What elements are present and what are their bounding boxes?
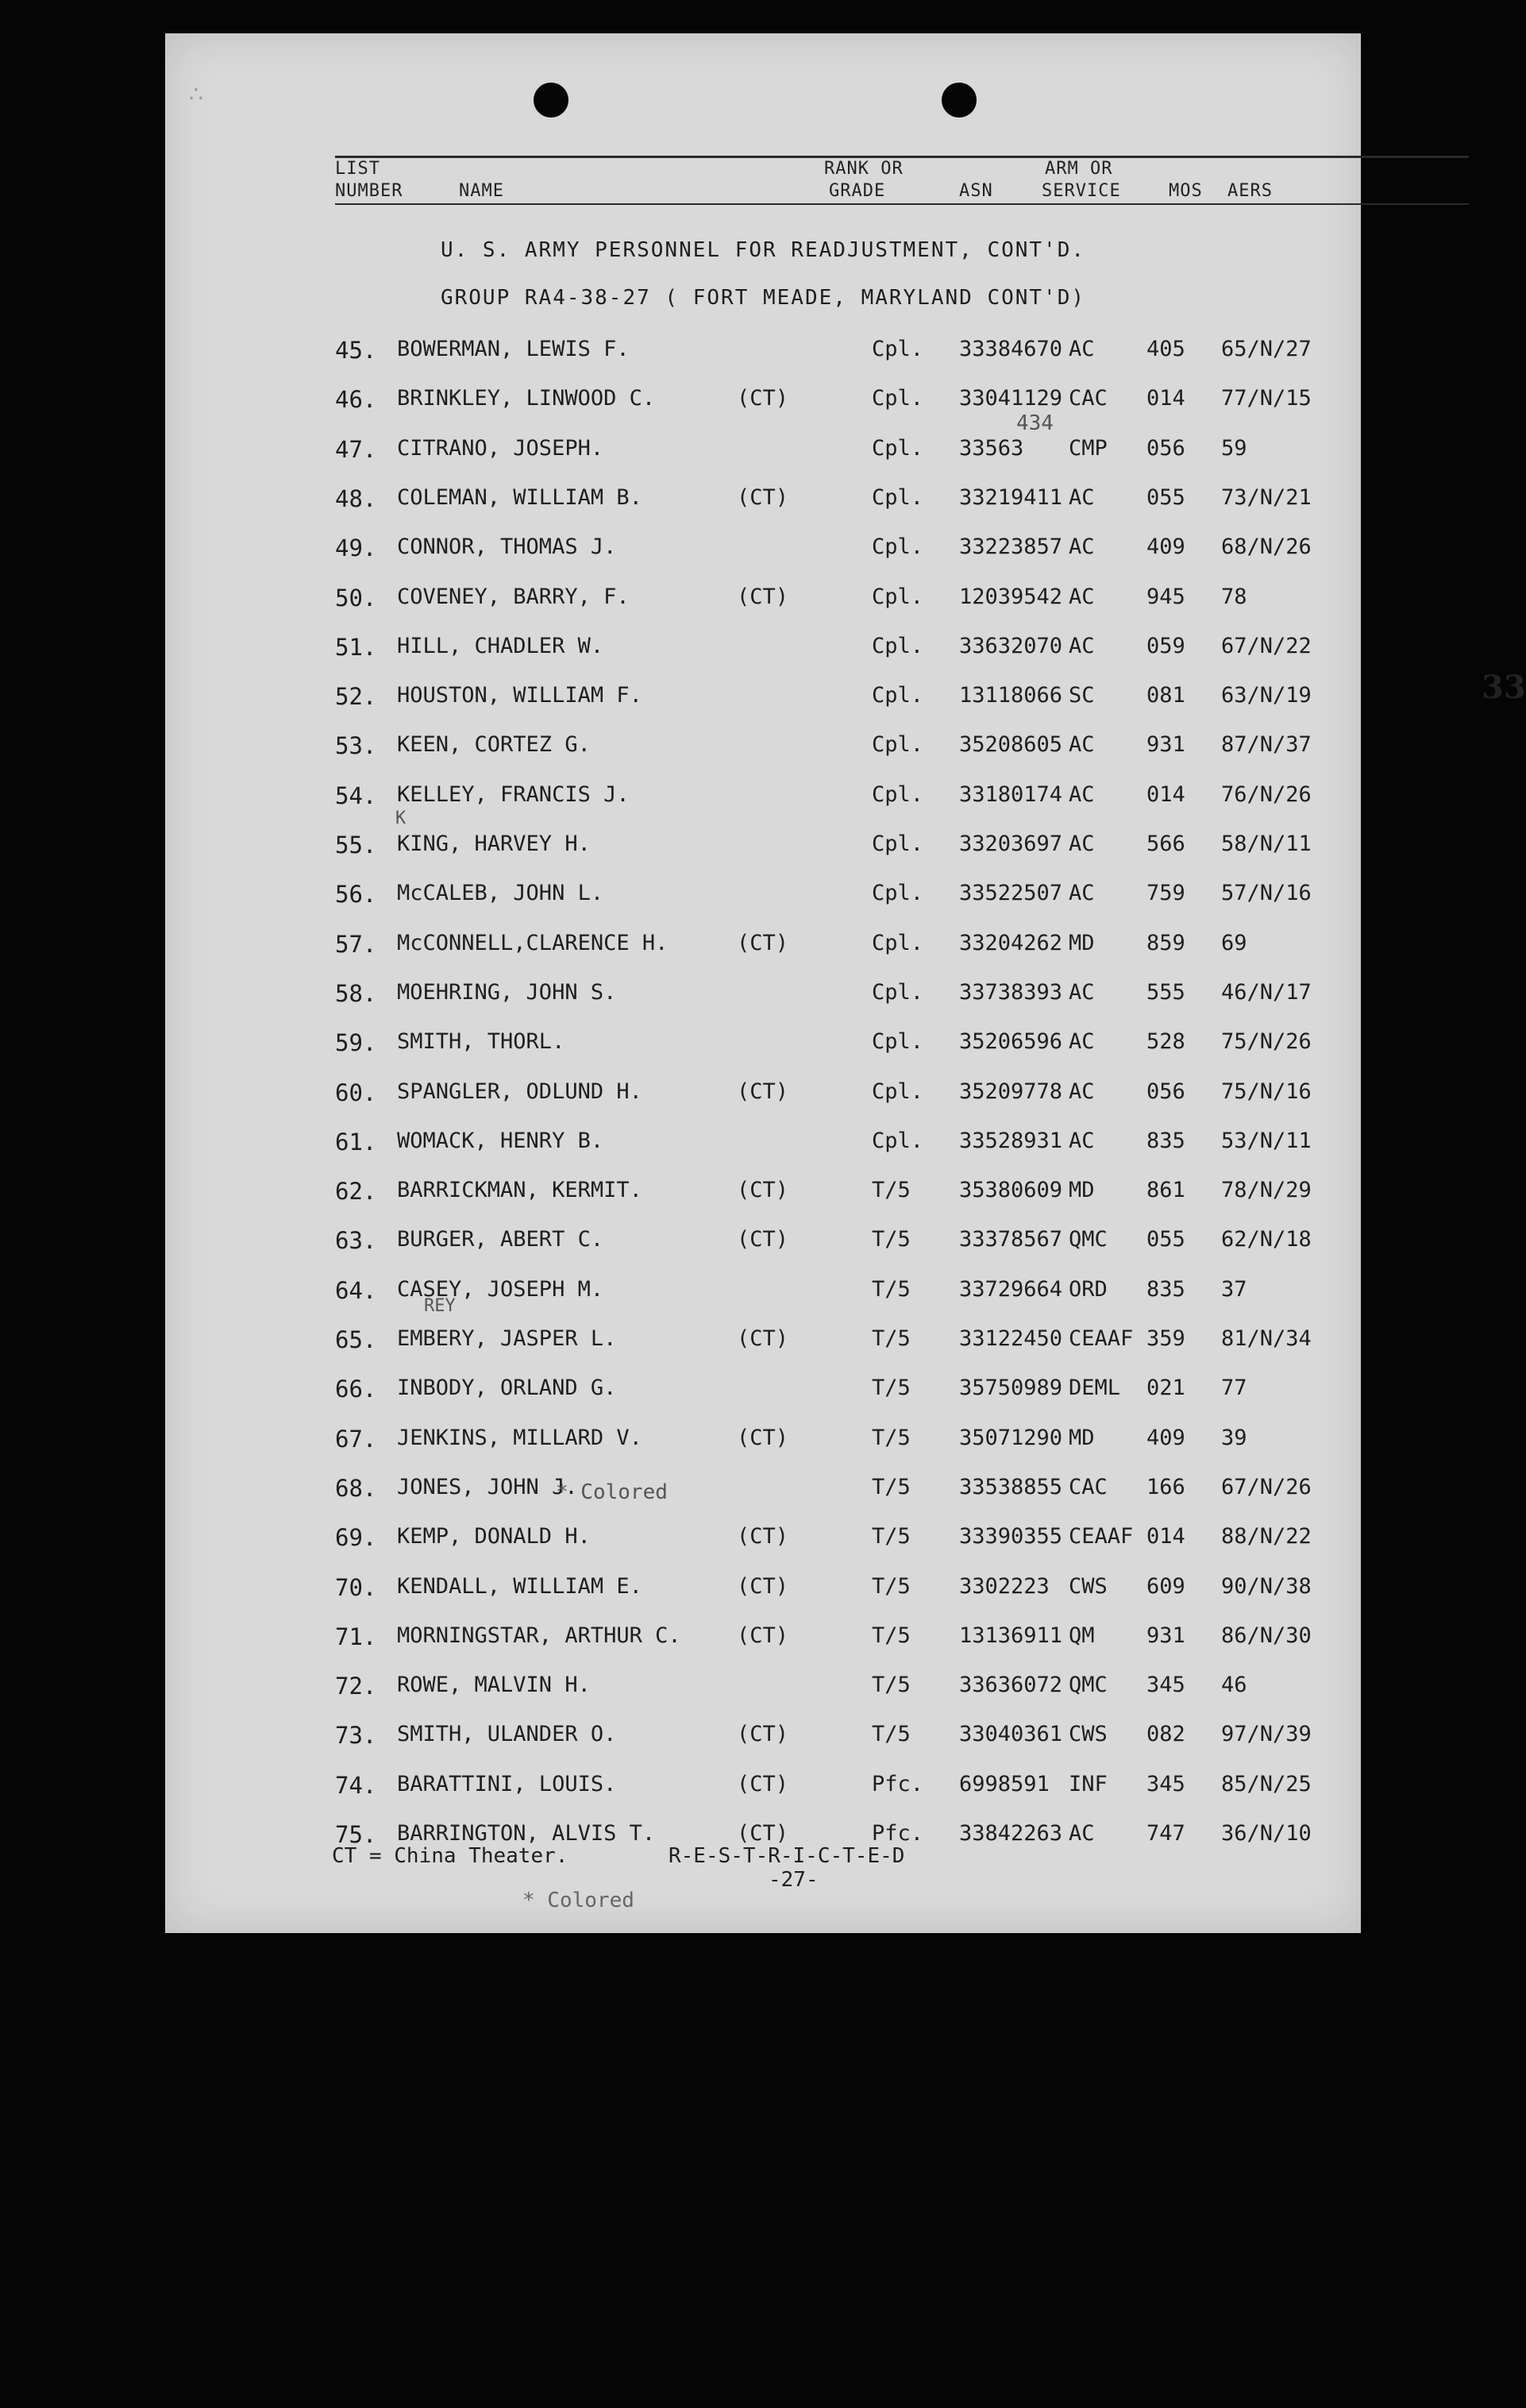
table-row bbox=[165, 782, 1361, 814]
legend-china-theater: CT = China Theater. bbox=[332, 1844, 568, 1868]
cell-name: KEEN, CORTEZ G. bbox=[397, 732, 591, 757]
cell-name: SPANGLER, ODLUND H. bbox=[397, 1079, 642, 1104]
cell-no: 73. bbox=[335, 1722, 377, 1749]
cell-no: 61. bbox=[335, 1129, 377, 1156]
cell-aers: 53/N/11 bbox=[1221, 1129, 1312, 1153]
cell-mos: 861 bbox=[1146, 1178, 1185, 1202]
cell-mos: 759 bbox=[1146, 881, 1185, 905]
cell-no: 68. bbox=[335, 1475, 377, 1502]
header-rank: RANK OR bbox=[824, 159, 904, 179]
cell-no: 46. bbox=[335, 386, 377, 413]
table-row bbox=[165, 1475, 1361, 1507]
cell-asn: 35208605 bbox=[959, 732, 1063, 757]
header-name: NAME bbox=[459, 181, 504, 201]
cell-arm: AC bbox=[1069, 1029, 1095, 1054]
cell-arm: AC bbox=[1069, 782, 1095, 807]
cell-mos: 835 bbox=[1146, 1129, 1185, 1153]
cell-grade: Cpl. bbox=[872, 832, 924, 856]
cell-asn: 33842263 bbox=[959, 1821, 1063, 1846]
colored-footnote: * Colored bbox=[522, 1889, 634, 1912]
cell-aers: 90/N/38 bbox=[1221, 1574, 1312, 1599]
table-row bbox=[165, 1574, 1361, 1606]
cell-grade: Cpl. bbox=[872, 634, 924, 658]
cell-asn: 35071290 bbox=[959, 1426, 1063, 1450]
cell-mos: 609 bbox=[1146, 1574, 1185, 1599]
cell-mos: 931 bbox=[1146, 732, 1185, 757]
cell-name: MORNINGSTAR, ARTHUR C. bbox=[397, 1623, 681, 1648]
cell-grade: T/5 bbox=[872, 1326, 911, 1351]
cell-name: JENKINS, MILLARD V. bbox=[397, 1426, 642, 1450]
table-row bbox=[165, 683, 1361, 715]
cell-mos: 056 bbox=[1146, 436, 1185, 461]
table-row bbox=[165, 1178, 1361, 1210]
cell-arm: MD bbox=[1069, 1178, 1095, 1202]
cell-aers: 77/N/15 bbox=[1221, 386, 1312, 411]
cell-aers: 78/N/29 bbox=[1221, 1178, 1312, 1202]
cell-aers: 67/N/22 bbox=[1221, 634, 1312, 658]
classification-marking: R-E-S-T-R-I-C-T-E-D bbox=[669, 1844, 905, 1868]
cell-asn: 35750989 bbox=[959, 1376, 1063, 1400]
cell-no: 71. bbox=[335, 1623, 377, 1650]
table-row bbox=[165, 1079, 1361, 1111]
cell-grade: Cpl. bbox=[872, 1029, 924, 1054]
cell-aers: 58/N/11 bbox=[1221, 832, 1312, 856]
table-row bbox=[165, 1673, 1361, 1704]
cell-mos: 528 bbox=[1146, 1029, 1185, 1054]
cell-asn: 33522507 bbox=[959, 881, 1063, 905]
cell-no: 74. bbox=[335, 1772, 377, 1799]
cell-aers: 97/N/39 bbox=[1221, 1722, 1312, 1746]
document-title: U. S. ARMY PERSONNEL FOR READJUSTMENT, CONT'D. bbox=[440, 238, 1086, 262]
cell-no: 58. bbox=[335, 980, 377, 1007]
table-row bbox=[165, 485, 1361, 517]
handwritten-king-correction: K bbox=[395, 808, 407, 828]
cell-grade: Cpl. bbox=[872, 881, 924, 905]
cell-no: 62. bbox=[335, 1178, 377, 1205]
cell-aers: 88/N/22 bbox=[1221, 1524, 1312, 1549]
cell-mos: 931 bbox=[1146, 1623, 1185, 1648]
cell-grade: Cpl. bbox=[872, 485, 924, 510]
table-row bbox=[165, 931, 1361, 963]
cell-mos: 345 bbox=[1146, 1673, 1185, 1697]
cell-arm: INF bbox=[1069, 1772, 1108, 1796]
cell-asn: 33563 bbox=[959, 436, 1024, 461]
cell-arm: AC bbox=[1069, 881, 1095, 905]
cell-arm: QMC bbox=[1069, 1673, 1108, 1697]
punch-hole bbox=[534, 83, 568, 118]
cell-no: 63. bbox=[335, 1227, 377, 1254]
cell-asn: 33041129 bbox=[959, 386, 1063, 411]
document-page bbox=[165, 33, 1526, 1933]
cell-ct: (CT) bbox=[737, 1574, 789, 1599]
cell-grade: T/5 bbox=[872, 1623, 911, 1648]
cell-ct: (CT) bbox=[737, 1821, 789, 1846]
cell-asn: 13136911 bbox=[959, 1623, 1063, 1648]
cell-aers: 46/N/17 bbox=[1221, 980, 1312, 1005]
header-number: NUMBER bbox=[335, 181, 403, 201]
cell-asn: 33180174 bbox=[959, 782, 1063, 807]
cell-name: BARRINGTON, ALVIS T. bbox=[397, 1821, 656, 1846]
cell-name: SMITH, ULANDER O. bbox=[397, 1722, 617, 1746]
cell-name: MOEHRING, JOHN S. bbox=[397, 980, 617, 1005]
table-row bbox=[165, 534, 1361, 566]
cell-asn: 33636072 bbox=[959, 1673, 1063, 1697]
header-mos: MOS bbox=[1169, 181, 1203, 201]
group-title: GROUP RA4-38-27 ( FORT MEADE, MARYLAND CONT'D) bbox=[440, 286, 1086, 310]
cell-grade: T/5 bbox=[872, 1227, 911, 1252]
cell-arm: AC bbox=[1069, 980, 1095, 1005]
cell-no: 51. bbox=[335, 634, 377, 661]
cell-no: 50. bbox=[335, 585, 377, 612]
cell-asn: 35206596 bbox=[959, 1029, 1063, 1054]
cell-aers: 63/N/19 bbox=[1221, 683, 1312, 708]
cell-mos: 059 bbox=[1146, 634, 1185, 658]
cell-name: COLEMAN, WILLIAM B. bbox=[397, 485, 642, 510]
cell-name: BURGER, ABERT C. bbox=[397, 1227, 604, 1252]
table-row bbox=[165, 1227, 1361, 1259]
cell-asn: 33219411 bbox=[959, 485, 1063, 510]
table-row bbox=[165, 881, 1361, 913]
cell-aers: 62/N/18 bbox=[1221, 1227, 1312, 1252]
cell-arm: SC bbox=[1069, 683, 1095, 708]
table-row bbox=[165, 436, 1361, 468]
cell-aers: 76/N/26 bbox=[1221, 782, 1312, 807]
cell-arm: CAC bbox=[1069, 1475, 1108, 1499]
cell-asn: 33040361 bbox=[959, 1722, 1063, 1746]
cell-grade: T/5 bbox=[872, 1178, 911, 1202]
cell-arm: AC bbox=[1069, 485, 1095, 510]
cell-asn: 35209778 bbox=[959, 1079, 1063, 1104]
cell-arm: AC bbox=[1069, 534, 1095, 559]
cell-mos: 055 bbox=[1146, 1227, 1185, 1252]
cell-no: 67. bbox=[335, 1426, 377, 1453]
table-row bbox=[165, 386, 1361, 418]
cell-no: 60. bbox=[335, 1079, 377, 1106]
cell-aers: 39 bbox=[1221, 1426, 1247, 1450]
cell-ct: (CT) bbox=[737, 386, 789, 411]
cell-asn: 3302223 bbox=[959, 1574, 1050, 1599]
header-asn: ASN bbox=[959, 181, 993, 201]
cell-aers: 75/N/26 bbox=[1221, 1029, 1312, 1054]
cell-asn: 33203697 bbox=[959, 832, 1063, 856]
cell-grade: Cpl. bbox=[872, 585, 924, 609]
cell-ct: (CT) bbox=[737, 1772, 789, 1796]
cell-aers: 86/N/30 bbox=[1221, 1623, 1312, 1648]
table-row bbox=[165, 634, 1361, 666]
header-aers: AERS bbox=[1227, 181, 1273, 201]
table-row bbox=[165, 1129, 1361, 1160]
cell-asn: 33378567 bbox=[959, 1227, 1063, 1252]
cell-grade: Cpl. bbox=[872, 732, 924, 757]
cell-arm: AC bbox=[1069, 1821, 1095, 1846]
cell-asn: 12039542 bbox=[959, 585, 1063, 609]
cell-name: BARATTINI, LOUIS. bbox=[397, 1772, 617, 1796]
cell-grade: Cpl. bbox=[872, 534, 924, 559]
cell-mos: 409 bbox=[1146, 534, 1185, 559]
cell-ct: (CT) bbox=[737, 1227, 789, 1252]
cell-grade: Cpl. bbox=[872, 436, 924, 461]
cell-grade: Cpl. bbox=[872, 931, 924, 955]
cell-asn: 13118066 bbox=[959, 683, 1063, 708]
table-row bbox=[165, 1029, 1361, 1061]
cell-mos: 014 bbox=[1146, 386, 1185, 411]
cell-arm: AC bbox=[1069, 337, 1095, 361]
cell-name: CONNOR, THOMAS J. bbox=[397, 534, 617, 559]
header-top-rule bbox=[335, 156, 1469, 158]
cell-name: KING, HARVEY H. bbox=[397, 832, 591, 856]
cell-mos: 014 bbox=[1146, 782, 1185, 807]
cell-grade: Cpl. bbox=[872, 683, 924, 708]
cell-ct: (CT) bbox=[737, 1722, 789, 1746]
cell-no: 64. bbox=[335, 1277, 377, 1304]
cell-name: McCALEB, JOHN L. bbox=[397, 881, 604, 905]
cell-ct: (CT) bbox=[737, 585, 789, 609]
cell-asn: 33204262 bbox=[959, 931, 1063, 955]
cell-name: CITRANO, JOSEPH. bbox=[397, 436, 604, 461]
cell-name: EMBERY, JASPER L. bbox=[397, 1326, 617, 1351]
cell-asn: 33223857 bbox=[959, 534, 1063, 559]
cell-name: BRINKLEY, LINWOOD C. bbox=[397, 386, 656, 411]
header-bottom-rule bbox=[335, 203, 1469, 205]
cell-grade: Cpl. bbox=[872, 386, 924, 411]
cell-arm: AC bbox=[1069, 634, 1095, 658]
cell-name: KEMP, DONALD H. bbox=[397, 1524, 591, 1549]
cell-arm: MD bbox=[1069, 1426, 1095, 1450]
cell-aers: 87/N/37 bbox=[1221, 732, 1312, 757]
smudge-mark: ∴ bbox=[189, 81, 203, 107]
cell-arm: DEML bbox=[1069, 1376, 1121, 1400]
cell-name: SMITH, THORL. bbox=[397, 1029, 565, 1054]
table-row bbox=[165, 337, 1361, 369]
header-arm: ARM OR bbox=[1045, 159, 1113, 179]
cell-no: 49. bbox=[335, 534, 377, 561]
cell-name: ROWE, MALVIN H. bbox=[397, 1673, 591, 1697]
cell-name: HOUSTON, WILLIAM F. bbox=[397, 683, 642, 708]
cell-mos: 014 bbox=[1146, 1524, 1185, 1549]
cell-no: 54. bbox=[335, 782, 377, 809]
cell-ct: (CT) bbox=[737, 1178, 789, 1202]
cell-mos: 021 bbox=[1146, 1376, 1185, 1400]
cell-grade: Cpl. bbox=[872, 782, 924, 807]
table-row bbox=[165, 1277, 1361, 1309]
cell-no: 47. bbox=[335, 436, 377, 463]
cell-ct: (CT) bbox=[737, 1079, 789, 1104]
cell-name: INBODY, ORLAND G. bbox=[397, 1376, 617, 1400]
page-number: -27- bbox=[769, 1868, 819, 1892]
colored-stamp-note: * Colored bbox=[556, 1480, 668, 1504]
table-row bbox=[165, 732, 1361, 764]
cell-name: KELLEY, FRANCIS J. bbox=[397, 782, 630, 807]
table-row bbox=[165, 1376, 1361, 1407]
cell-grade: T/5 bbox=[872, 1277, 911, 1302]
cell-grade: Cpl. bbox=[872, 1129, 924, 1153]
cell-aers: 46 bbox=[1221, 1673, 1247, 1697]
cell-name: JONES, JOHN J. bbox=[397, 1475, 578, 1499]
table-row bbox=[165, 980, 1361, 1012]
cell-aers: 37 bbox=[1221, 1277, 1247, 1302]
side-page-number: 33 bbox=[1482, 669, 1526, 706]
cell-grade: T/5 bbox=[872, 1376, 911, 1400]
cell-aers: 85/N/25 bbox=[1221, 1772, 1312, 1796]
cell-grade: T/5 bbox=[872, 1673, 911, 1697]
cell-grade: Cpl. bbox=[872, 337, 924, 361]
cell-name: COVENEY, BARRY, F. bbox=[397, 585, 630, 609]
cell-mos: 081 bbox=[1146, 683, 1185, 708]
cell-grade: T/5 bbox=[872, 1426, 911, 1450]
cell-arm: AC bbox=[1069, 832, 1095, 856]
cell-name: BOWERMAN, LEWIS F. bbox=[397, 337, 630, 361]
cell-no: 65. bbox=[335, 1326, 377, 1353]
cell-no: 48. bbox=[335, 485, 377, 512]
cell-aers: 57/N/16 bbox=[1221, 881, 1312, 905]
cell-mos: 859 bbox=[1146, 931, 1185, 955]
cell-mos: 747 bbox=[1146, 1821, 1185, 1846]
cell-arm: AC bbox=[1069, 732, 1095, 757]
cell-no: 55. bbox=[335, 832, 377, 859]
cell-no: 75. bbox=[335, 1821, 377, 1848]
cell-mos: 566 bbox=[1146, 832, 1185, 856]
cell-asn: 33528931 bbox=[959, 1129, 1063, 1153]
header-list: LIST bbox=[335, 159, 380, 179]
cell-ct: (CT) bbox=[737, 485, 789, 510]
cell-grade: T/5 bbox=[872, 1722, 911, 1746]
cell-mos: 056 bbox=[1146, 1079, 1185, 1104]
table-row bbox=[165, 585, 1361, 616]
cell-grade: T/5 bbox=[872, 1524, 911, 1549]
cell-aers: 77 bbox=[1221, 1376, 1247, 1400]
cell-aers: 65/N/27 bbox=[1221, 337, 1312, 361]
table-row bbox=[165, 1772, 1361, 1804]
cell-aers: 69 bbox=[1221, 931, 1247, 955]
cell-no: 56. bbox=[335, 881, 377, 908]
cell-arm: CAC bbox=[1069, 386, 1108, 411]
cell-arm: QMC bbox=[1069, 1227, 1108, 1252]
cell-asn: 33738393 bbox=[959, 980, 1063, 1005]
punch-hole bbox=[942, 83, 977, 118]
cell-asn: 33122450 bbox=[959, 1326, 1063, 1351]
cell-mos: 166 bbox=[1146, 1475, 1185, 1499]
cell-aers: 68/N/26 bbox=[1221, 534, 1312, 559]
cell-name: WOMACK, HENRY B. bbox=[397, 1129, 604, 1153]
header-service: SERVICE bbox=[1042, 181, 1121, 201]
cell-arm: CMP bbox=[1069, 436, 1108, 461]
cell-grade: Cpl. bbox=[872, 980, 924, 1005]
cell-asn: 33390355 bbox=[959, 1524, 1063, 1549]
cell-aers: 36/N/10 bbox=[1221, 1821, 1312, 1846]
cell-ct: (CT) bbox=[737, 931, 789, 955]
cell-name: CASEY, JOSEPH M. bbox=[397, 1277, 604, 1302]
cell-no: 53. bbox=[335, 732, 377, 759]
cell-asn: 35380609 bbox=[959, 1178, 1063, 1202]
cell-arm: ORD bbox=[1069, 1277, 1108, 1302]
table-row bbox=[165, 1722, 1361, 1754]
header-grade: GRADE bbox=[829, 181, 886, 201]
cell-ct: (CT) bbox=[737, 1623, 789, 1648]
cell-grade: T/5 bbox=[872, 1574, 911, 1599]
cell-aers: 78 bbox=[1221, 585, 1247, 609]
cell-asn: 33384670 bbox=[959, 337, 1063, 361]
table-row bbox=[165, 832, 1361, 863]
cell-ct: (CT) bbox=[737, 1524, 789, 1549]
cell-aers: 81/N/34 bbox=[1221, 1326, 1312, 1351]
cell-no: 66. bbox=[335, 1376, 377, 1403]
cell-mos: 835 bbox=[1146, 1277, 1185, 1302]
cell-mos: 405 bbox=[1146, 337, 1185, 361]
cell-mos: 082 bbox=[1146, 1722, 1185, 1746]
cell-arm: QM bbox=[1069, 1623, 1095, 1648]
cell-ct: (CT) bbox=[737, 1426, 789, 1450]
cell-arm: CEAAF bbox=[1069, 1524, 1134, 1549]
cell-arm: MD bbox=[1069, 931, 1095, 955]
cell-name: McCONNELL,CLARENCE H. bbox=[397, 931, 669, 955]
table-row bbox=[165, 1623, 1361, 1655]
cell-grade: Pfc. bbox=[872, 1821, 924, 1846]
cell-name: KENDALL, WILLIAM E. bbox=[397, 1574, 642, 1599]
cell-arm: CWS bbox=[1069, 1722, 1108, 1746]
cell-aers: 59 bbox=[1221, 436, 1247, 461]
handwritten-asn-correction: 434 bbox=[1016, 411, 1054, 435]
cell-mos: 345 bbox=[1146, 1772, 1185, 1796]
cell-ct: (CT) bbox=[737, 1326, 789, 1351]
cell-grade: T/5 bbox=[872, 1475, 911, 1499]
cell-arm: AC bbox=[1069, 1129, 1095, 1153]
table-row bbox=[165, 1326, 1361, 1358]
cell-mos: 359 bbox=[1146, 1326, 1185, 1351]
cell-asn: 6998591 bbox=[959, 1772, 1050, 1796]
cell-asn: 33538855 bbox=[959, 1475, 1063, 1499]
cell-no: 69. bbox=[335, 1524, 377, 1551]
cell-no: 70. bbox=[335, 1574, 377, 1601]
cell-mos: 945 bbox=[1146, 585, 1185, 609]
cell-mos: 555 bbox=[1146, 980, 1185, 1005]
cell-no: 45. bbox=[335, 337, 377, 364]
cell-asn: 33632070 bbox=[959, 634, 1063, 658]
cell-aers: 75/N/16 bbox=[1221, 1079, 1312, 1104]
cell-no: 59. bbox=[335, 1029, 377, 1056]
cell-arm: CEAAF bbox=[1069, 1326, 1134, 1351]
cell-no: 57. bbox=[335, 931, 377, 958]
cell-aers: 73/N/21 bbox=[1221, 485, 1312, 510]
cell-grade: Pfc. bbox=[872, 1772, 924, 1796]
table-row bbox=[165, 1426, 1361, 1457]
cell-asn: 33729664 bbox=[959, 1277, 1063, 1302]
cell-mos: 409 bbox=[1146, 1426, 1185, 1450]
cell-no: 72. bbox=[335, 1673, 377, 1700]
cell-no: 52. bbox=[335, 683, 377, 710]
cell-grade: Cpl. bbox=[872, 1079, 924, 1104]
cell-arm: CWS bbox=[1069, 1574, 1108, 1599]
cell-aers: 67/N/26 bbox=[1221, 1475, 1312, 1499]
cell-name: HILL, CHADLER W. bbox=[397, 634, 604, 658]
table-row bbox=[165, 1524, 1361, 1556]
handwritten-embery-correction: REY bbox=[424, 1296, 456, 1316]
cell-name: BARRICKMAN, KERMIT. bbox=[397, 1178, 642, 1202]
cell-arm: AC bbox=[1069, 1079, 1095, 1104]
cell-arm: AC bbox=[1069, 585, 1095, 609]
cell-mos: 055 bbox=[1146, 485, 1185, 510]
